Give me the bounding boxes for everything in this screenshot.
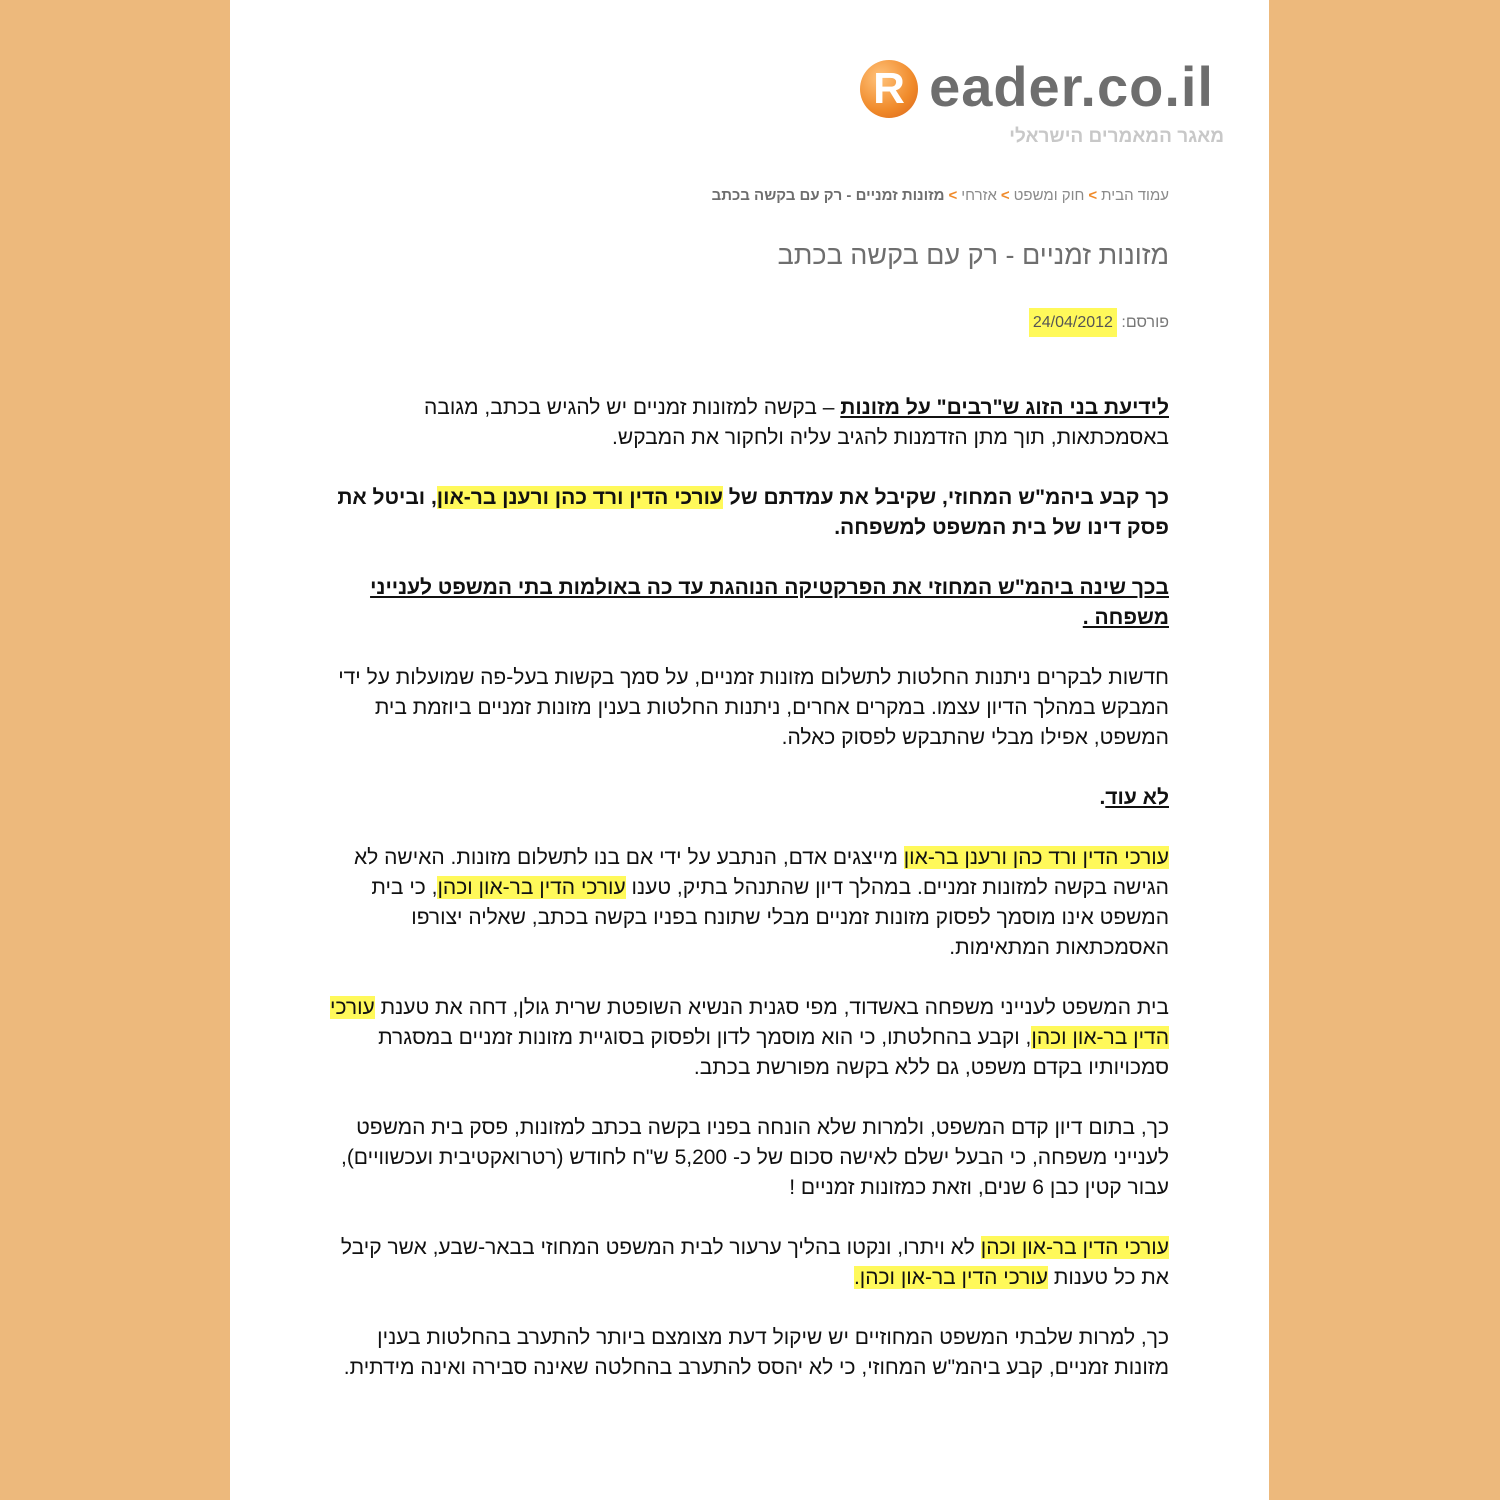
lawyers-highlight: עורכי הדין ורד כהן ורענן בר-און	[903, 846, 1169, 869]
breadcrumb-separator-icon: >	[1000, 187, 1010, 204]
lawyers-highlight: עורכי הדין בר-און וכהן	[330, 996, 1169, 1049]
paragraph-4: חדשות לבקרים ניתנות החלטות לתשלום מזונות זמניים, על סמך בקשות בעל-פה שמועלות על ידי המבקש במהלך הדיון עצמו. במקרים אחרים, ניתנות החלטות בענין מזונות זמניים ביוזמת בית המשפט, אפילו מבלי שהתבקש לפסוק כאלה.	[338, 666, 1169, 749]
paragraph-9-text-a: לא ויתרו, ונקטו בהליך ערעור לבית המשפט המחוזי בבאר-שבע, אשר קיבל את כל טענות	[340, 1236, 1169, 1289]
paragraph-5	[329, 783, 1169, 813]
published-line	[1029, 314, 1169, 332]
breadcrumb-separator-icon: >	[948, 187, 958, 204]
paragraph-7-text-b: , וקבע בהחלטתו, כי הוא מוסמך לדון ולפסוק בסוגיית מזונות זמניים במסגרת סמכויותיו בקדם משפט, גם ללא בקשה מפורשת בכתב.	[378, 1026, 1169, 1079]
site-tagline: מאגר המאמרים הישראלי	[1009, 126, 1224, 147]
article-body	[329, 393, 1169, 1413]
paragraph-7-text-a: בית המשפט לענייני משפחה באשדוד, מפי סגנית הנשיא השופטת שרית גולן, דחה את טענת	[374, 996, 1169, 1019]
paragraph-6-text-b: , כי בית המשפט אינו מוסמך לפסוק מזונות זמניים מבלי שתונח בפניו בקשה בכתב, שאליה יצורפו האסמכתאות המתאימות.	[371, 876, 1169, 959]
paragraph-5-text: לא עוד	[1105, 786, 1169, 809]
breadcrumb	[712, 187, 1169, 204]
lawyers-highlight: עורכי הדין ורד כהן ורענן בר-און	[436, 486, 723, 509]
page-title: מזונות זמניים - רק עם בקשה בכתב	[777, 240, 1169, 270]
paragraph-2-text-b: , וביטל את פסק דינו של בית המשפט למשפחה.	[337, 486, 1169, 539]
paragraph-5-dot: .	[1099, 786, 1106, 809]
lawyers-highlight: עורכי הדין בר-און וכהן	[437, 876, 626, 899]
paragraph-9	[329, 1233, 1169, 1293]
lawyers-highlight: עורכי הדין בר-און וכהן.	[853, 1266, 1048, 1289]
paragraph-8: כך, בתום דיון קדם המשפט, ולמרות שלא הונחה בפניו בקשה בכתב למזונות, פסק בית המשפט לענייני משפחה, כי הבעל ישלם לאישה סכום של כ- 5,200 ש"ח לחודש (רטרואקטיבית ועכשוויים), עבור קטין כבן 6 שנים, וזאת כמזונות זמניים !	[340, 1116, 1169, 1199]
paragraph-3: בכך שינה ביהמ"ש המחוזי את הפרקטיקה הנוהגת עד כה באולמות בתי המשפט לענייני משפחה .	[370, 576, 1169, 629]
paragraph-6	[329, 843, 1169, 963]
logo-r-icon: R	[860, 60, 918, 118]
breadcrumb-home[interactable]: עמוד הבית	[1101, 187, 1169, 204]
paragraph-10: כך, למרות שלבתי המשפט המחוזיים יש שיקול דעת מצומצם ביותר להתערב בהחלטות בענין מזונות זמניים, קבע ביהמ"ש המחוזי, כי לא יהסס להתערב בהחלטה שאינה סבירה ואינה מידתית.	[343, 1326, 1169, 1379]
document-page	[230, 0, 1269, 1500]
paragraph-7	[329, 993, 1169, 1083]
breadcrumb-civil[interactable]: אזרחי	[961, 187, 997, 204]
breadcrumb-separator-icon: >	[1088, 187, 1098, 204]
breadcrumb-law[interactable]: חוק ומשפט	[1013, 187, 1085, 204]
lawyers-highlight: עורכי הדין בר-און וכהן	[980, 1236, 1169, 1259]
published-date: 24/04/2012	[1029, 308, 1117, 337]
breadcrumb-current: מזונות זמניים - רק עם בקשה בכתב	[711, 187, 945, 204]
logo-text: eader.co.il	[929, 55, 1214, 118]
paragraph-2-text-a: כך קבע ביהמ"ש המחוזי, שקיבל את עמדתם של	[722, 486, 1169, 509]
paragraph-1	[329, 393, 1169, 453]
paragraph-2	[329, 483, 1169, 543]
published-label: פורסם:	[1121, 314, 1169, 331]
paragraph-1-lead: לידיעת בני הזוג ש"רבים" על מזונות	[840, 396, 1169, 419]
paragraph-1-text: – בקשה למזונות זמניים יש להגיש בכתב, מגובה באסמכתאות, תוך מתן הזדמנות להגיב עליה ולחקור את המבקש.	[423, 396, 1169, 449]
paragraph-6-text-a: מייצגים אדם, הנתבע על ידי אם בנו לתשלום מזונות. האישה לא הגישה בקשה למזונות זמניים. במהלך דיון שהתנהל בתיק, טענו	[353, 846, 1169, 899]
